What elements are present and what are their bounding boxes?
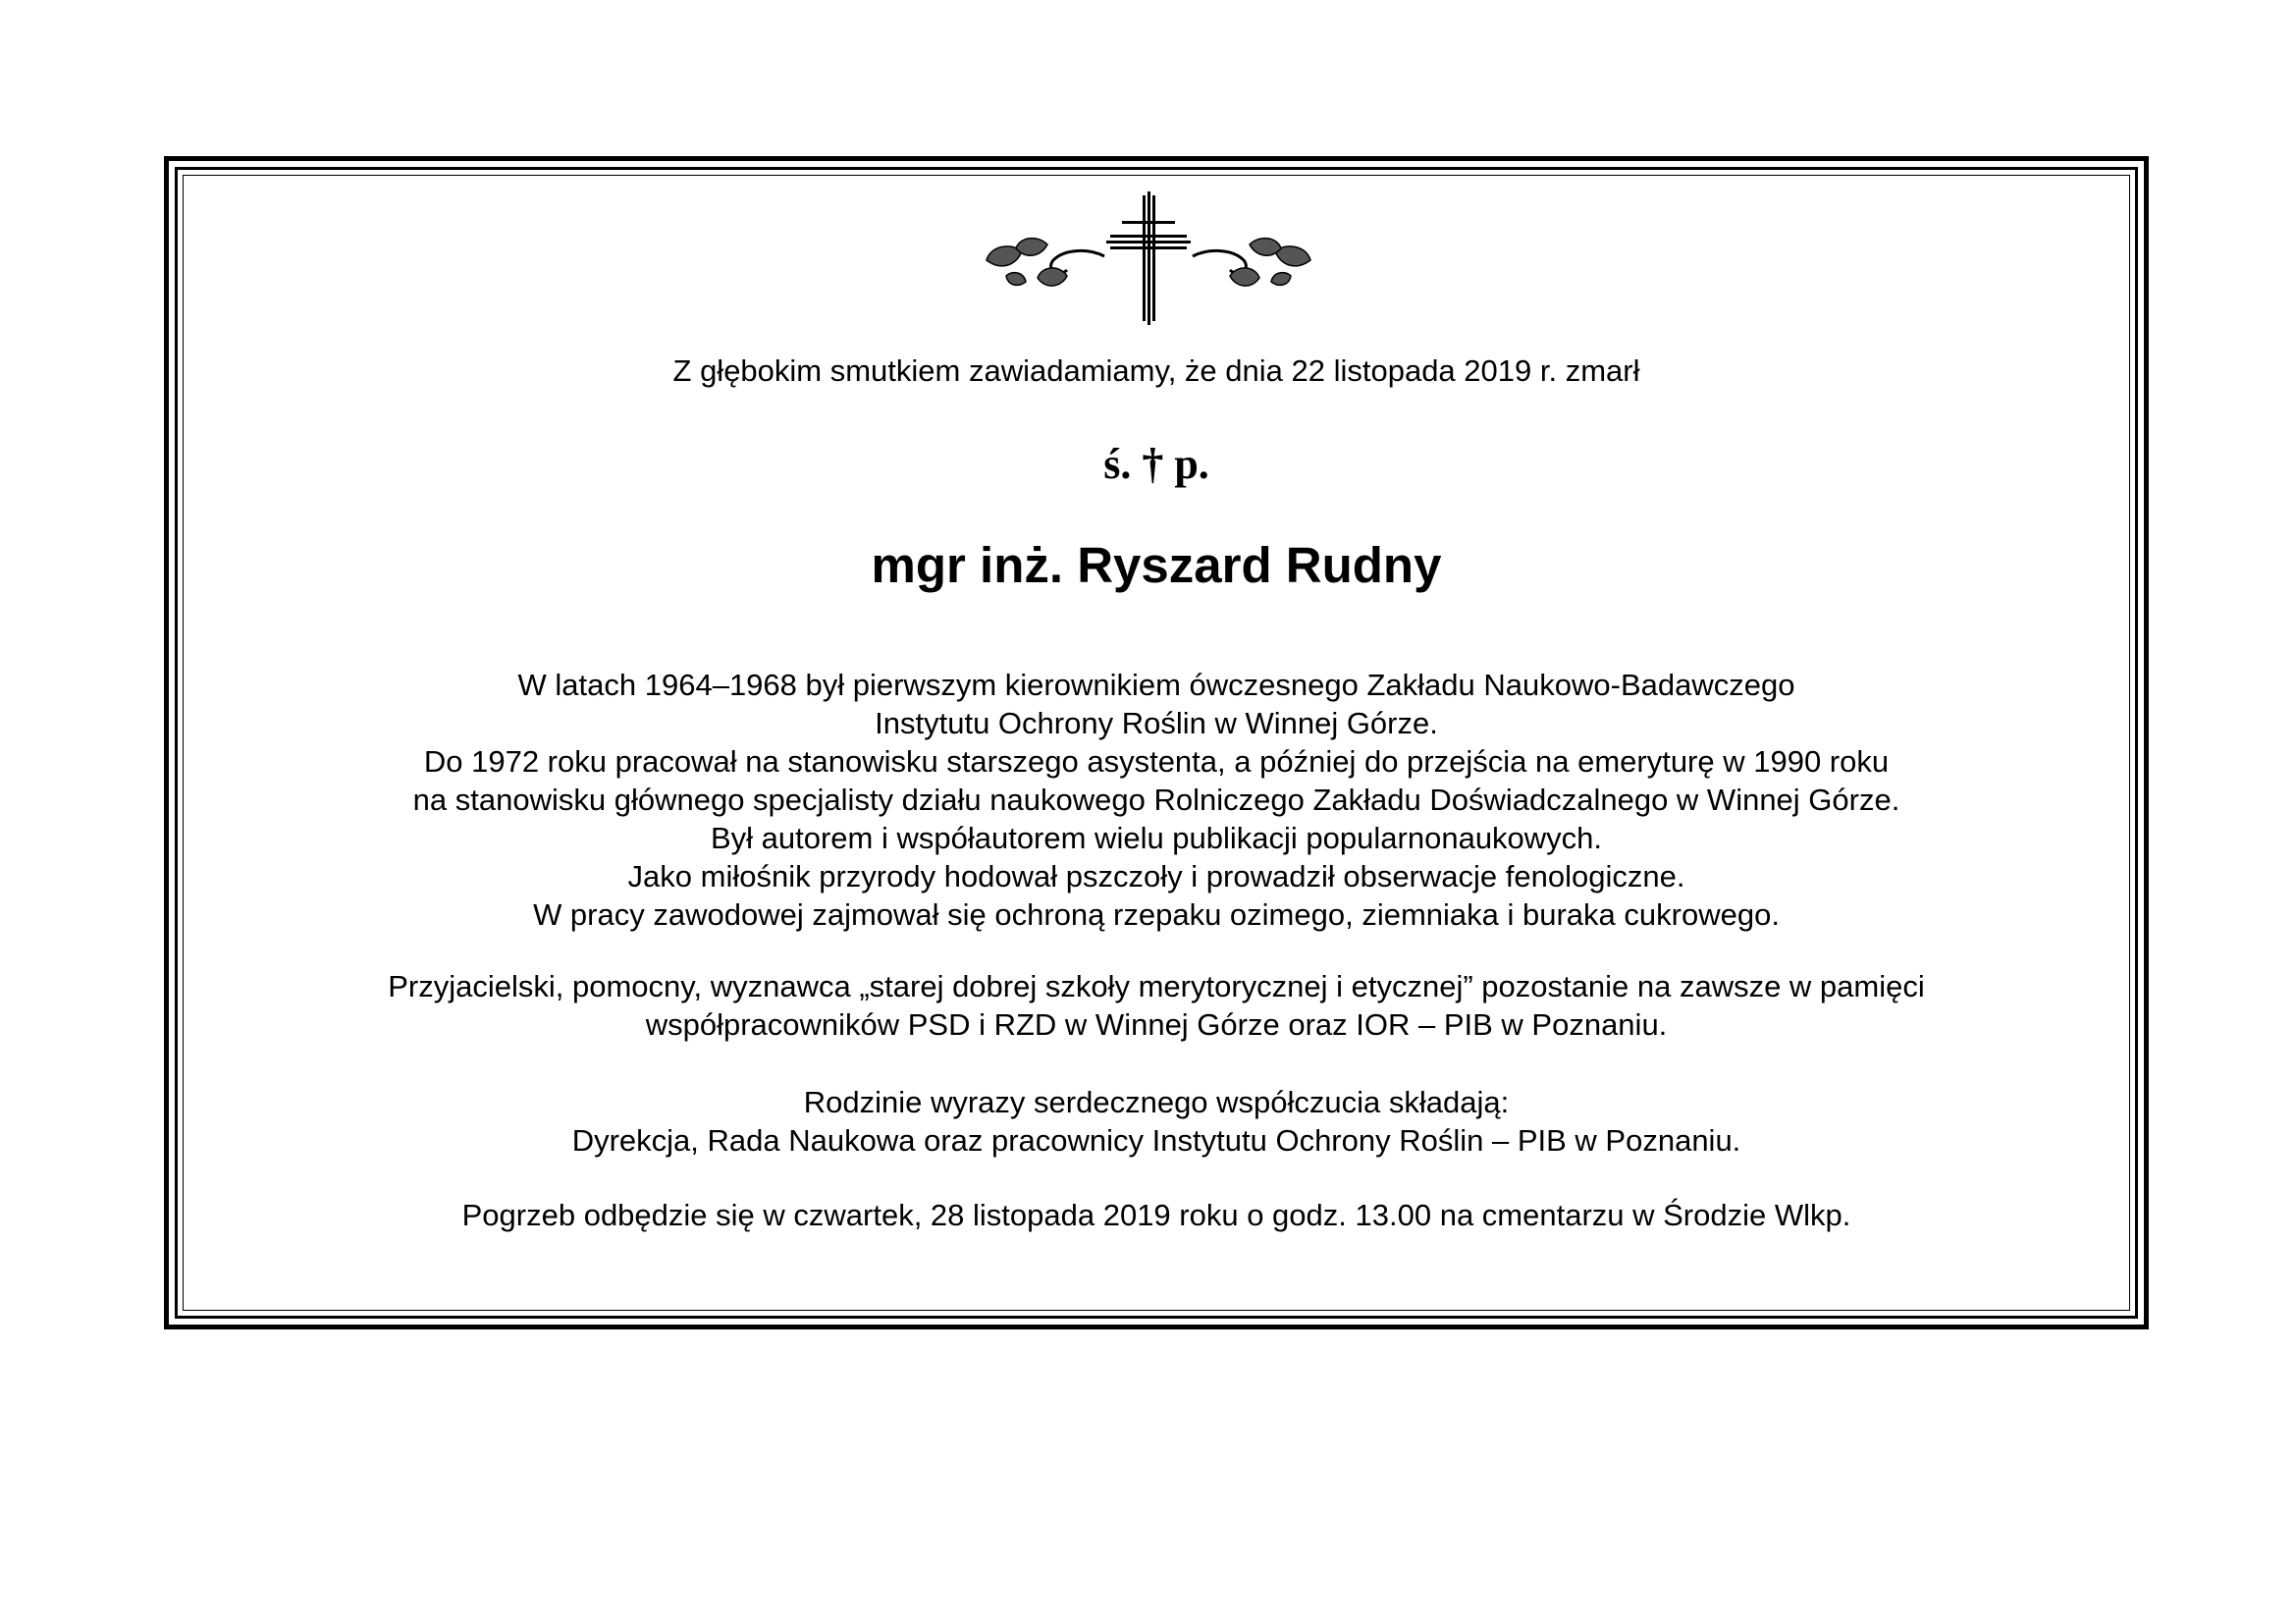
- announcement-intro: [187, 352, 2126, 390]
- cross-with-leaves-icon: [977, 191, 1320, 329]
- condolences-line: Rodzinie wyrazy serdecznego współczucia składają:: [803, 1085, 1510, 1119]
- tribute: [187, 967, 2126, 1044]
- bio-line: na stanowisku głównego specjalisty działu naukowego Rolniczego Zakładu Doświadczalnego w Winnej Górze.: [412, 783, 1900, 817]
- condolences: [187, 1083, 2126, 1160]
- bio-line: W pracy zawodowej zajmował się ochroną rzepaku ozimego, ziemniaka i buraka cukrowego.: [533, 897, 1780, 932]
- bio-line: Instytutu Ochrony Roślin w Winnej Górze.: [875, 706, 1438, 740]
- funeral-info: [187, 1196, 2126, 1234]
- bio-line: Do 1972 roku pracował na stanowisku starszego asystenta, a później do przejścia na emeryturę w 1990 roku: [423, 744, 1890, 779]
- condolences-line: Dyrekcja, Rada Naukowa oraz pracownicy Instytutu Ochrony Roślin – PIB w Poznaniu.: [571, 1123, 1741, 1158]
- bio-line: Jako miłośnik przyrody hodował pszczoły i prowadził obserwacje fenologiczne.: [627, 859, 1685, 893]
- biography: [187, 666, 2126, 934]
- funeral-text: Pogrzeb odbędzie się w czwartek, 28 listopada 2019 roku o godz. 13.00 na cmentarzu w Środzie Wlkp.: [461, 1198, 1851, 1232]
- tribute-line: współpracowników PSD i RZD w Winnej Górze oraz IOR – PIB w Poznaniu.: [645, 1007, 1668, 1042]
- intro-text: Z głębokim smutkiem zawiadamiamy, że dnia 22 listopada 2019 r. zmarł: [672, 353, 1640, 388]
- bio-line: W latach 1964–1968 był pierwszym kierownikiem ówczesnego Zakładu Naukowo-Badawczego: [517, 668, 1795, 702]
- honorific-text: ś. † p.: [1103, 440, 1209, 488]
- bio-line: Był autorem i współautorem wielu publikacji popularnonaukowych.: [710, 821, 1603, 855]
- deceased-name: [187, 536, 2126, 595]
- tribute-line: Przyjacielski, pomocny, wyznawca „starej dobrej szkoły merytorycznej i etycznej” pozostanie na zawsze w pamięci: [388, 969, 1925, 1003]
- honorific: [187, 440, 2126, 489]
- deceased-name-text: mgr inż. Ryszard Rudny: [871, 537, 1442, 593]
